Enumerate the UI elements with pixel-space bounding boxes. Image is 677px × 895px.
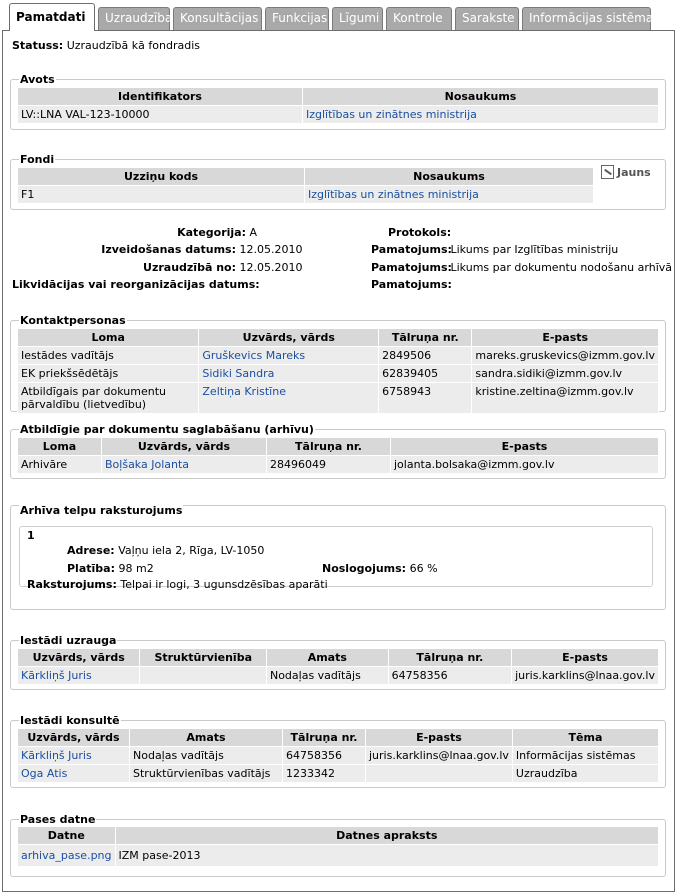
raksturojums-label: Raksturojums: xyxy=(27,578,117,591)
person-link[interactable]: Boļšaka Jolanta xyxy=(105,458,190,471)
phone-cell: 6758943 xyxy=(379,383,472,414)
table-row xyxy=(18,347,659,365)
pamatojums1-value: Likums par Izglītības ministriju xyxy=(450,243,619,256)
unit-cell xyxy=(140,667,266,685)
platiba-value: 98 m2 xyxy=(118,562,154,575)
avots-legend: Avots xyxy=(20,73,55,86)
source-name-link[interactable]: Izglītības un zinātnes ministrija xyxy=(306,108,477,121)
telpas-legend: Arhīva telpu raksturojums xyxy=(20,504,183,517)
kontakt-legend: Kontaktpersonas xyxy=(20,314,126,327)
email-cell: sandra.sidiki@izmm.gov.lv xyxy=(472,365,659,383)
new-fund-label: Jauns xyxy=(617,165,651,179)
status-value: Uzraudzībā kā fondradis xyxy=(66,39,200,52)
table-row xyxy=(18,186,594,204)
fondi-legend: Fondi xyxy=(20,153,55,166)
new-fund-button[interactable] xyxy=(601,165,651,179)
uzrauga-table xyxy=(17,648,659,685)
protokols-label: Protokols: xyxy=(388,226,452,239)
main-panel xyxy=(2,30,675,892)
phone-cell: 28496049 xyxy=(267,456,391,474)
pase-table xyxy=(17,826,659,867)
column-header: Uzvārds, vārds xyxy=(199,329,379,347)
tab-funkcijas[interactable]: Funkcijas xyxy=(265,7,329,30)
uzrauga-section xyxy=(10,634,666,690)
person-link[interactable]: Sidiki Sandra xyxy=(202,367,275,380)
column-header: E-pasts xyxy=(391,438,659,456)
column-header: Tālruņa nr. xyxy=(283,729,366,747)
column-header: Uzvārds, vārds xyxy=(102,438,267,456)
topic-cell: Uzraudzība xyxy=(512,765,658,783)
fund-name-link[interactable]: Izglītības un zinātnes ministrija xyxy=(308,188,479,201)
column-header: Loma xyxy=(18,329,199,347)
avots-section xyxy=(10,73,666,130)
column-header: Identifikators xyxy=(18,88,303,106)
table-row xyxy=(18,765,659,783)
person-link[interactable]: Kārkliņš Juris xyxy=(21,749,92,762)
column-header: Tālruņa nr. xyxy=(379,329,472,347)
izveid-value: 12.05.2010 xyxy=(239,243,303,256)
uzraudz-value: 12.05.2010 xyxy=(239,261,303,274)
column-header: Datne xyxy=(18,827,116,845)
pamatojums3-label: Pamatojums: xyxy=(371,278,452,291)
tab-pamatdati[interactable]: Pamatdati xyxy=(9,3,95,31)
column-header: Nosaukums xyxy=(303,88,659,106)
position-cell: Nodaļas vadītājs xyxy=(266,667,388,685)
column-header: Uzziņu kods xyxy=(18,168,305,186)
kontakt-section xyxy=(10,314,666,412)
status-line xyxy=(12,39,200,52)
column-header: Tālruņa nr. xyxy=(267,438,391,456)
position-cell: Struktūrvienības vadītājs xyxy=(130,765,283,783)
email-cell: juris.karklins@lnaa.gov.lv xyxy=(512,667,659,685)
tab-uzraudziba[interactable]: Uzraudzība xyxy=(98,7,170,30)
file-description-cell: IZM pase-2013 xyxy=(115,845,658,867)
pamatojums2-label: Pamatojums: xyxy=(371,261,452,274)
telpas-section xyxy=(10,505,666,610)
kategorija-label: Kategorija: xyxy=(177,226,246,239)
email-cell xyxy=(366,765,513,783)
topic-cell: Informācijas sistēmas xyxy=(512,747,658,765)
likvid-label: Likvidācijas vai reorganizācijas datums: xyxy=(12,278,260,291)
email-cell: kristine.zeltina@izmm.gov.lv xyxy=(472,383,659,414)
tab-kontrole[interactable]: Kontrole xyxy=(386,7,452,30)
column-header: E-pasts xyxy=(512,649,659,667)
fondi-section xyxy=(10,153,666,210)
fund-code-cell: F1 xyxy=(18,186,305,204)
role-cell: Iestādes vadītājs xyxy=(18,347,199,365)
phone-cell: 2849506 xyxy=(379,347,472,365)
table-row xyxy=(18,456,659,474)
konsulte-legend: Iestādi konsultē xyxy=(20,714,120,727)
table-row xyxy=(18,845,659,867)
person-link[interactable]: Gruškevics Mareks xyxy=(202,349,306,362)
email-cell: jolanta.bolsaka@izmm.gov.lv xyxy=(391,456,659,474)
room-number: 1 xyxy=(27,529,35,542)
phone-cell: 1233342 xyxy=(283,765,366,783)
pase-legend: Pases datne xyxy=(20,813,96,826)
person-link[interactable]: Kārkliņš Juris xyxy=(21,669,92,682)
tab-informacijas-sistemas[interactable]: Informācijas sistēmas xyxy=(522,7,651,30)
column-header: Amats xyxy=(130,729,283,747)
noslogojums-value: 66 % xyxy=(409,562,438,575)
identifier-cell: LV::LNA VAL-123-10000 xyxy=(18,106,303,124)
phone-cell: 64758356 xyxy=(283,747,366,765)
column-header: E-pasts xyxy=(366,729,513,747)
table-row xyxy=(18,667,659,685)
table-row xyxy=(18,365,659,383)
role-cell: Arhivāre xyxy=(18,456,102,474)
column-header: E-pasts xyxy=(472,329,659,347)
role-cell: EK priekšsēdētājs xyxy=(18,365,199,383)
tab-bar xyxy=(3,3,677,30)
avots-table xyxy=(17,87,659,124)
kategorija-value: A xyxy=(249,226,258,239)
column-header: Struktūrvienība xyxy=(140,649,266,667)
platiba-label: Platība: xyxy=(67,562,115,575)
pase-section xyxy=(10,813,666,877)
adrese-label: Adrese: xyxy=(67,544,115,557)
atbild-legend: Atbildīgie par dokumentu saglabāšanu (arhīvu) xyxy=(20,423,314,436)
person-link[interactable]: Zeltiņa Kristīne xyxy=(202,385,286,398)
status-label: Statuss: xyxy=(12,39,64,52)
phone-cell: 62839405 xyxy=(379,365,472,383)
raksturojums-value: Telpai ir logi, 3 ugunsdzēsības aparāti xyxy=(120,578,328,591)
atbild-table xyxy=(17,437,659,474)
column-header: Loma xyxy=(18,438,102,456)
new-document-icon xyxy=(601,165,614,179)
tab-konsultacijas[interactable]: Konsultācijas xyxy=(173,7,262,30)
column-header: Nosaukums xyxy=(305,168,594,186)
column-header: Tālruņa nr. xyxy=(388,649,511,667)
room-card xyxy=(19,526,653,591)
phone-cell: 64758356 xyxy=(388,667,511,685)
email-cell: mareks.gruskevics@izmm.gov.lv xyxy=(472,347,659,365)
table-row xyxy=(18,383,659,414)
column-header: Uzvārds, vārds xyxy=(18,729,130,747)
noslogojums-label: Noslogojums: xyxy=(322,562,407,575)
atbild-section xyxy=(10,423,666,479)
role-cell: Atbildīgais par dokumentu pārvaldību (lietvedību) xyxy=(18,383,199,414)
izveid-label: Izveidošanas datums: xyxy=(101,243,236,256)
konsulte-section xyxy=(10,714,666,788)
tab-sarakste[interactable]: Sarakste xyxy=(455,7,519,30)
pamatojums2-value: Likums par dokumentu nodošanu arhīvā xyxy=(450,261,672,274)
column-header: Uzvārds, vārds xyxy=(18,649,140,667)
fondi-table xyxy=(17,167,594,204)
person-link[interactable]: Oga Atis xyxy=(21,767,68,780)
position-cell: Nodaļas vadītājs xyxy=(130,747,283,765)
table-row xyxy=(18,106,659,124)
kontakt-table xyxy=(17,328,659,414)
uzrauga-legend: Iestādi uzrauga xyxy=(20,634,117,647)
adrese-value: Vaļņu iela 2, Rīga, LV-1050 xyxy=(118,544,265,557)
email-cell: juris.karklins@lnaa.gov.lv xyxy=(366,747,513,765)
uzraudz-label: Uzraudzībā no: xyxy=(143,261,236,274)
column-header: Amats xyxy=(266,649,388,667)
table-row xyxy=(18,747,659,765)
column-header: Tēma xyxy=(512,729,658,747)
column-header: Datnes apraksts xyxy=(115,827,658,845)
pamatojums1-label: Pamatojums: xyxy=(371,243,452,256)
file-link[interactable]: arhiva_pase.png xyxy=(21,849,112,862)
tab-ligumi[interactable]: Līgumi xyxy=(332,7,383,30)
konsulte-table xyxy=(17,728,659,783)
